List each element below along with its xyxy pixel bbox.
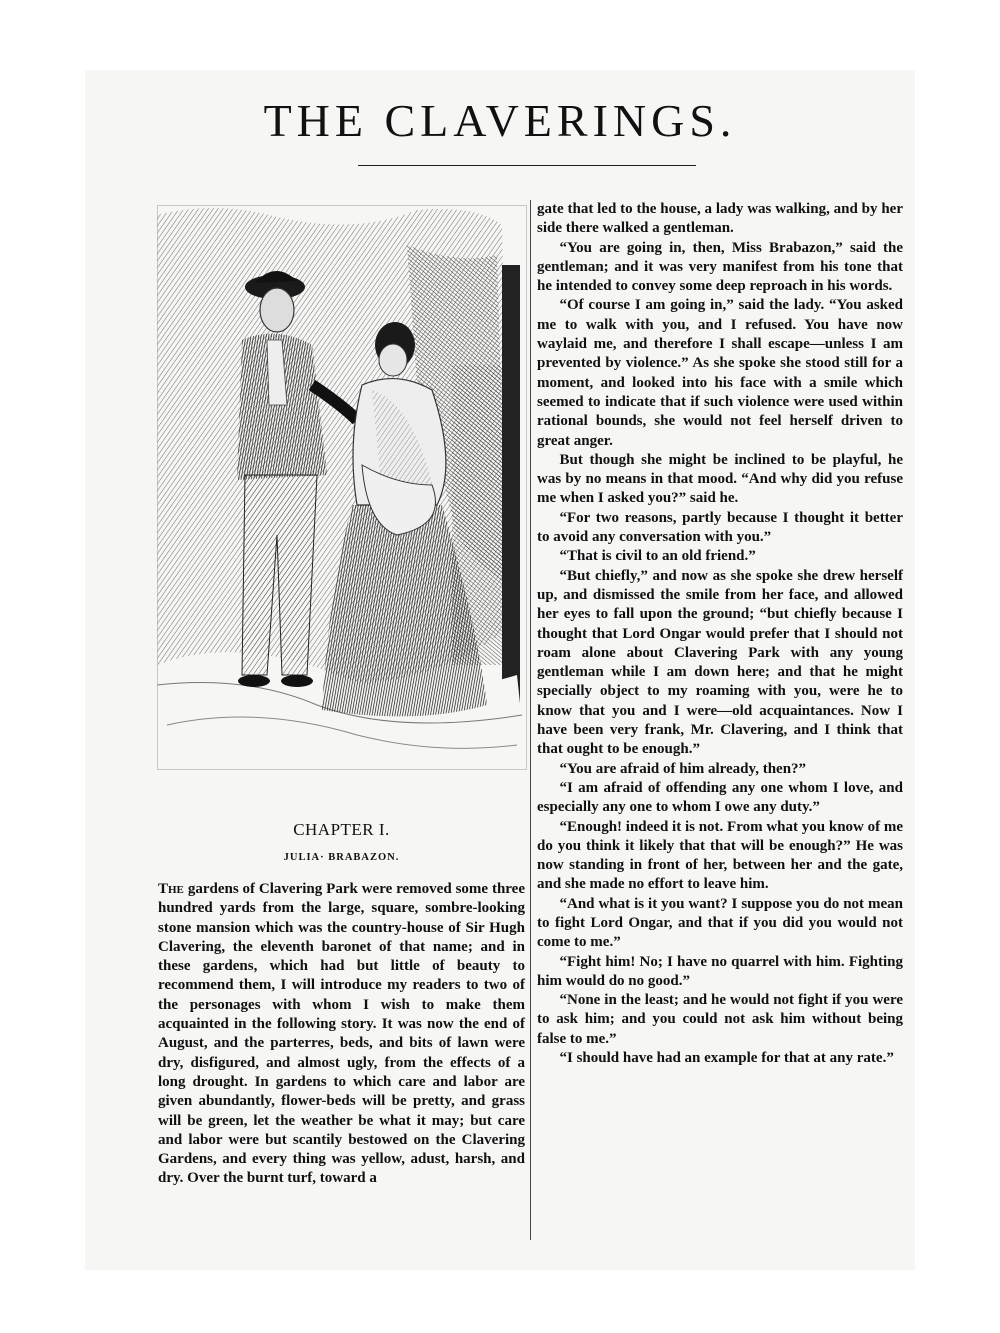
left-paragraph: [158, 880, 525, 1189]
page-title: THE CLAVERINGS.: [263, 95, 737, 146]
right-paragraph: “Of course I am going in,” said the lady. “You asked me to walk with you, and I refused. You have now waylaid me, and therefore I shall escape—unless I am prevented by violence.” As she spoke she stood still for a moment, and looked into his face with a smile which seemed to indicate that if such violence were used within rational bounds, she would not feel herself driven to great anger.: [537, 297, 903, 449]
left-column: [158, 880, 525, 1189]
right-paragraph: “None in the least; and he would not fight if you were to ask him; and you could not ask him without being false to me.”: [537, 992, 903, 1047]
right-paragraph: “But chiefly,” and now as she spoke she drew herself up, and dismissed the smile from her face, and allowed her eyes to fall upon the ground; “but chiefly because I thought that Lord Ongar would prefer that I should not roam alone about Clavering Park with any young gentleman while I am down here; and that he might specially object to my roaming with you, were he to know that you and I were—old acquaintances. Now I have been very frank, Mr. Clavering, and I think that that ought to be enough.”: [537, 567, 903, 758]
chapter-subheading: JULIA· BRABAZON.: [283, 852, 400, 863]
right-paragraph: But though she might be inclined to be playful, he was by no means in that mood. “And why did you refuse me when I asked you?” said he.: [537, 451, 903, 507]
right-paragraph: “You are afraid of him already, then?”: [559, 760, 807, 777]
right-column: [537, 200, 903, 1068]
right-paragraph: “I am afraid of offending any one whom I love, and especially any one to whom I owe any duty.”: [537, 779, 903, 816]
right-paragraph: “Fight him! No; I have no quarrel with him. Fighting him would do no good.”: [537, 953, 903, 989]
right-paragraph: “That is civil to an old friend.”: [559, 548, 756, 565]
right-paragraph: “I should have had an example for that at any rate.”: [559, 1050, 894, 1067]
dropcap-word: The: [158, 881, 184, 897]
right-paragraph: “You are going in, then, Miss Brabazon,” said the gentleman; and it was very manifest from his tone that he intended to convey some deep reproach in his words.: [537, 239, 903, 295]
right-paragraph: “And what is it you want? I suppose you do not mean to fight Lord Ongar, and that if you did you would not come to me.”: [537, 895, 903, 951]
engraving-illustration: [157, 205, 527, 770]
right-paragraph: gate that led to the house, a lady was walking, and by her side there walked a gentleman.: [537, 201, 903, 237]
right-paragraph: “Enough! indeed it is not. From what you know of me do you think it likely that that will be enough?” He was now standing in front of her, between her and the gate, and she made no effort to leave him.: [537, 818, 904, 893]
left-paragraph-text: gardens of Clavering Park were removed some three hundred yards from the large, square, sombre-looking stone mansion which was the country-house of Sir Hugh Clavering, the eleventh baronet of that name; and in these gardens, which had but little of beauty to recommend them, I will introduce my readers to two of the personages with whom I wish to make them acquainted in the following story. It was now the end of August, and the parterres, beds, and bits of lawn were dry, disfigured, and almost ugly, from the effects of a long drought. In gardens to which care and labor are given abundantly, flower-beds will be pretty, and grass will be green, let the weather be what it may; but care and labor were but scantily bestowed on the Clavering Gardens, and every thing was yellow, adust, harsh, and dry. Over the burnt turf, toward a: [158, 881, 525, 1187]
right-paragraph: “For two reasons, partly because I thought it better to avoid any conversation with you.”: [537, 509, 903, 546]
title-rule: [358, 165, 696, 166]
column-divider: [530, 200, 531, 1240]
chapter-heading: CHAPTER I.: [293, 820, 390, 839]
